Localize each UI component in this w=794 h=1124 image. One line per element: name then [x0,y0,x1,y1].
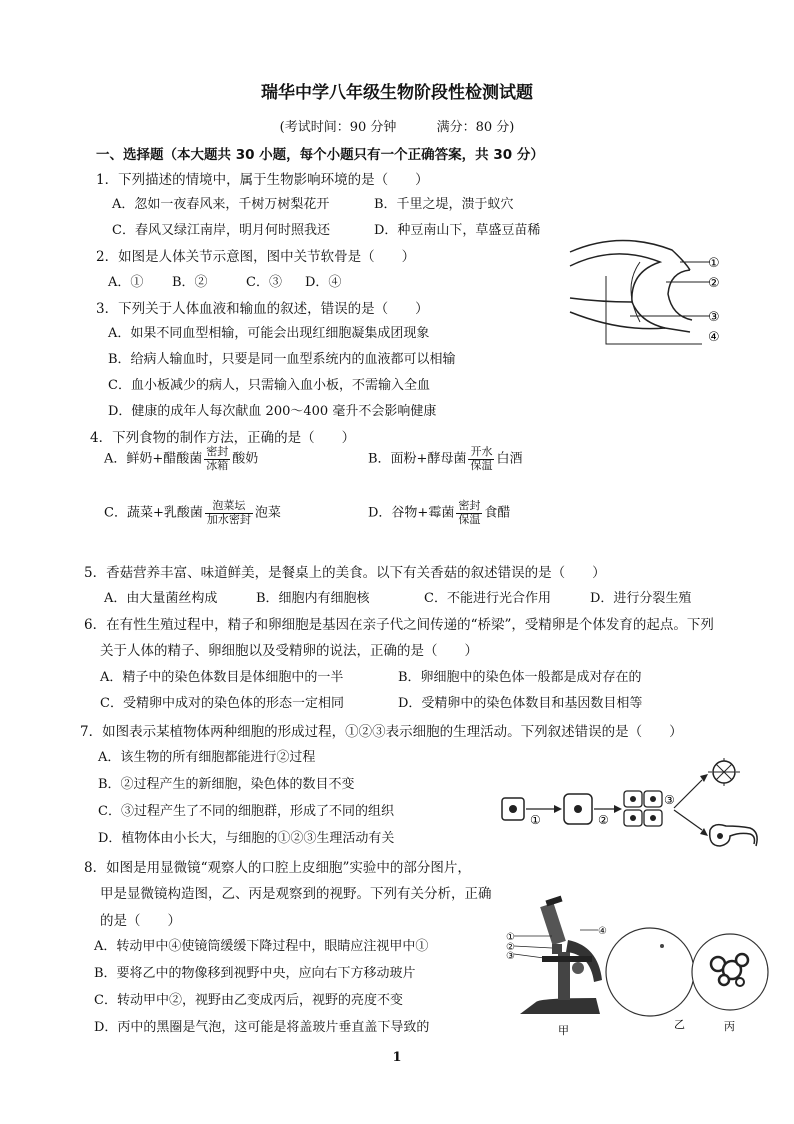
microscope-label-3: ③ [506,951,515,962]
q3-option-d: D．健康的成年人每次献血 200～400 毫升不会影响健康 [108,404,437,419]
q1-option-c: C．春风又绿江南岸，明月何时照我还 [112,223,330,238]
q6-option-b: B．卵细胞中的染色体一般都是成对存在的 [398,670,642,685]
question-8-stem-line2: 甲是显微镜构造图，乙、丙是观察到的视野。下列有关分析，正确 [100,886,492,902]
q3-option-a: A．如果不同血型相输，可能会出现红细胞凝集成团现象 [108,326,430,341]
q4-option-a: A．鲜奶+醋酸菌 $\frac{\text{密封}}{\text{冰箱}}$ 酸奶 [104,445,259,472]
q1-option-d: D．种豆南山下，草盛豆苗稀 [374,223,541,238]
process-label-2: ② [598,813,609,827]
question-6-stem-line2: 关于人体的精子、卵细胞以及受精卵的说法，正确的是（ ） [100,643,478,659]
q7-option-b: B．②过程产生的新细胞，染色体的数目不变 [98,777,355,792]
q7-option-a: A．该生物的所有细胞都能进行②过程 [98,750,316,765]
figure-label-jia: 甲 [558,1024,569,1037]
q6-option-d: D．受精卵中的染色体数目和基因数目相等 [398,696,643,711]
q2-option-d: D．④ [305,275,342,290]
joint-label-1: ① [708,256,720,271]
question-4-stem: 4．下列食物的制作方法，正确的是（ ） [90,430,356,446]
question-5-stem: 5．香菇营养丰富、味道鲜美，是餐桌上的美食。以下有关香菇的叙述错误的是（ ） [84,565,606,581]
microscope-label-1: ① [506,932,515,943]
exam-time: (考试时间：90 分钟 [279,120,397,135]
exam-info [0,116,794,135]
q3-option-b: B．给病人输血时，只要是同一血型系统内的血液都可以相输 [108,352,456,367]
page-number: 1 [392,1050,402,1065]
q1-option-a: A．忽如一夜春风来，千树万树梨花开 [112,197,330,212]
figure-label-yi: 乙 [674,1018,685,1031]
microscope-label-2: ② [506,942,515,953]
q5-option-b: B．细胞内有细胞核 [256,591,370,606]
question-2-stem: 2．如图是人体关节示意图，图中关节软骨是（ ） [96,249,416,265]
q2-option-a: A．① [108,275,144,290]
q8-option-c: C．转动甲中②，视野由乙变成丙后，视野的亮度不变 [94,993,403,1008]
q8-option-b: B．要将乙中的物像移到视野中央，应向右下方移动玻片 [94,966,416,981]
joint-label-2: ② [708,276,720,291]
question-6-stem-line1: 6．在有性生殖过程中，精子和卵细胞是基因在亲子代之间传递的“桥梁”，受精卵是个体发育的起点。下列 [84,617,714,633]
q2-option-c: C．③ [246,275,282,290]
q8-option-a: A．转动甲中④使镜筒缓缓下降过程中，眼睛应注视甲中① [94,939,429,954]
q5-option-d: D．进行分裂生殖 [590,591,692,606]
question-7-stem: 7．如图表示某植物体两种细胞的形成过程，①②③表示细胞的生理活动。下列叙述错误的是（ ） [80,724,683,740]
q4-option-c: C．蔬菜+乳酸菌 $\frac{\text{泡菜坛}}{\text{加水密封}}$ 泡菜 [104,499,281,526]
q3-option-c: C．血小板减少的病人，只需输入血小板，不需输入全血 [108,378,430,393]
question-3-stem: 3．下列关于人体血液和输血的叙述，错误的是（ ） [96,301,429,317]
process-label-1: ① [530,813,541,827]
q6-option-a: A．精子中的染色体数目是体细胞中的一半 [100,670,344,685]
joint-diagram [560,232,740,350]
microscope-label-4: ④ [598,926,607,937]
q5-option-c: C．不能进行光合作用 [424,591,551,606]
q8-option-d: D．丙中的黑圈是气泡，这可能是将盖玻片垂直盖下导致的 [94,1020,430,1035]
figure-label-bing: 丙 [724,1020,735,1033]
question-8-stem-line3: 的是（ ） [100,913,181,929]
q1-option-b: B．千里之堤，溃于蚁穴 [374,197,514,212]
exam-score: 满分：80 分) [436,120,515,135]
question-8-stem-line1: 8．如图是用显微镜“观察人的口腔上皮细胞”实验中的部分图片， [84,860,471,876]
q2-option-b: B．② [172,275,208,290]
cell-division-diagram [494,754,786,858]
joint-label-3: ③ [708,310,720,325]
page-title: 瑞华中学八年级生物阶段性检测试题 [261,83,533,103]
q4-option-d: D．谷物+霉菌 $\frac{\text{密封}}{\text{保温}}$ 食醋 [368,499,511,526]
q7-option-c: C．③过程产生了不同的细胞群，形成了不同的组织 [98,804,394,819]
q5-option-a: A．由大量菌丝构成 [104,591,218,606]
microscope-figure [506,890,778,1040]
q6-option-c: C．受精卵中成对的染色体的形态一定相同 [100,696,344,711]
section-heading: 一、选择题（本大题共 30 小题，每个小题只有一个正确答案，共 30 分） [96,147,544,163]
q7-option-d: D．植物体由小长大，与细胞的①②③生理活动有关 [98,831,395,846]
q4-option-b: B．面粉+酵母菌 $\frac{\text{开水}}{\text{保温}}$ 白酒 [368,445,523,472]
joint-label-4: ④ [708,330,720,345]
question-1-stem: 1．下列描述的情境中，属于生物影响环境的是（ ） [96,172,429,188]
process-label-3: ③ [664,793,675,807]
